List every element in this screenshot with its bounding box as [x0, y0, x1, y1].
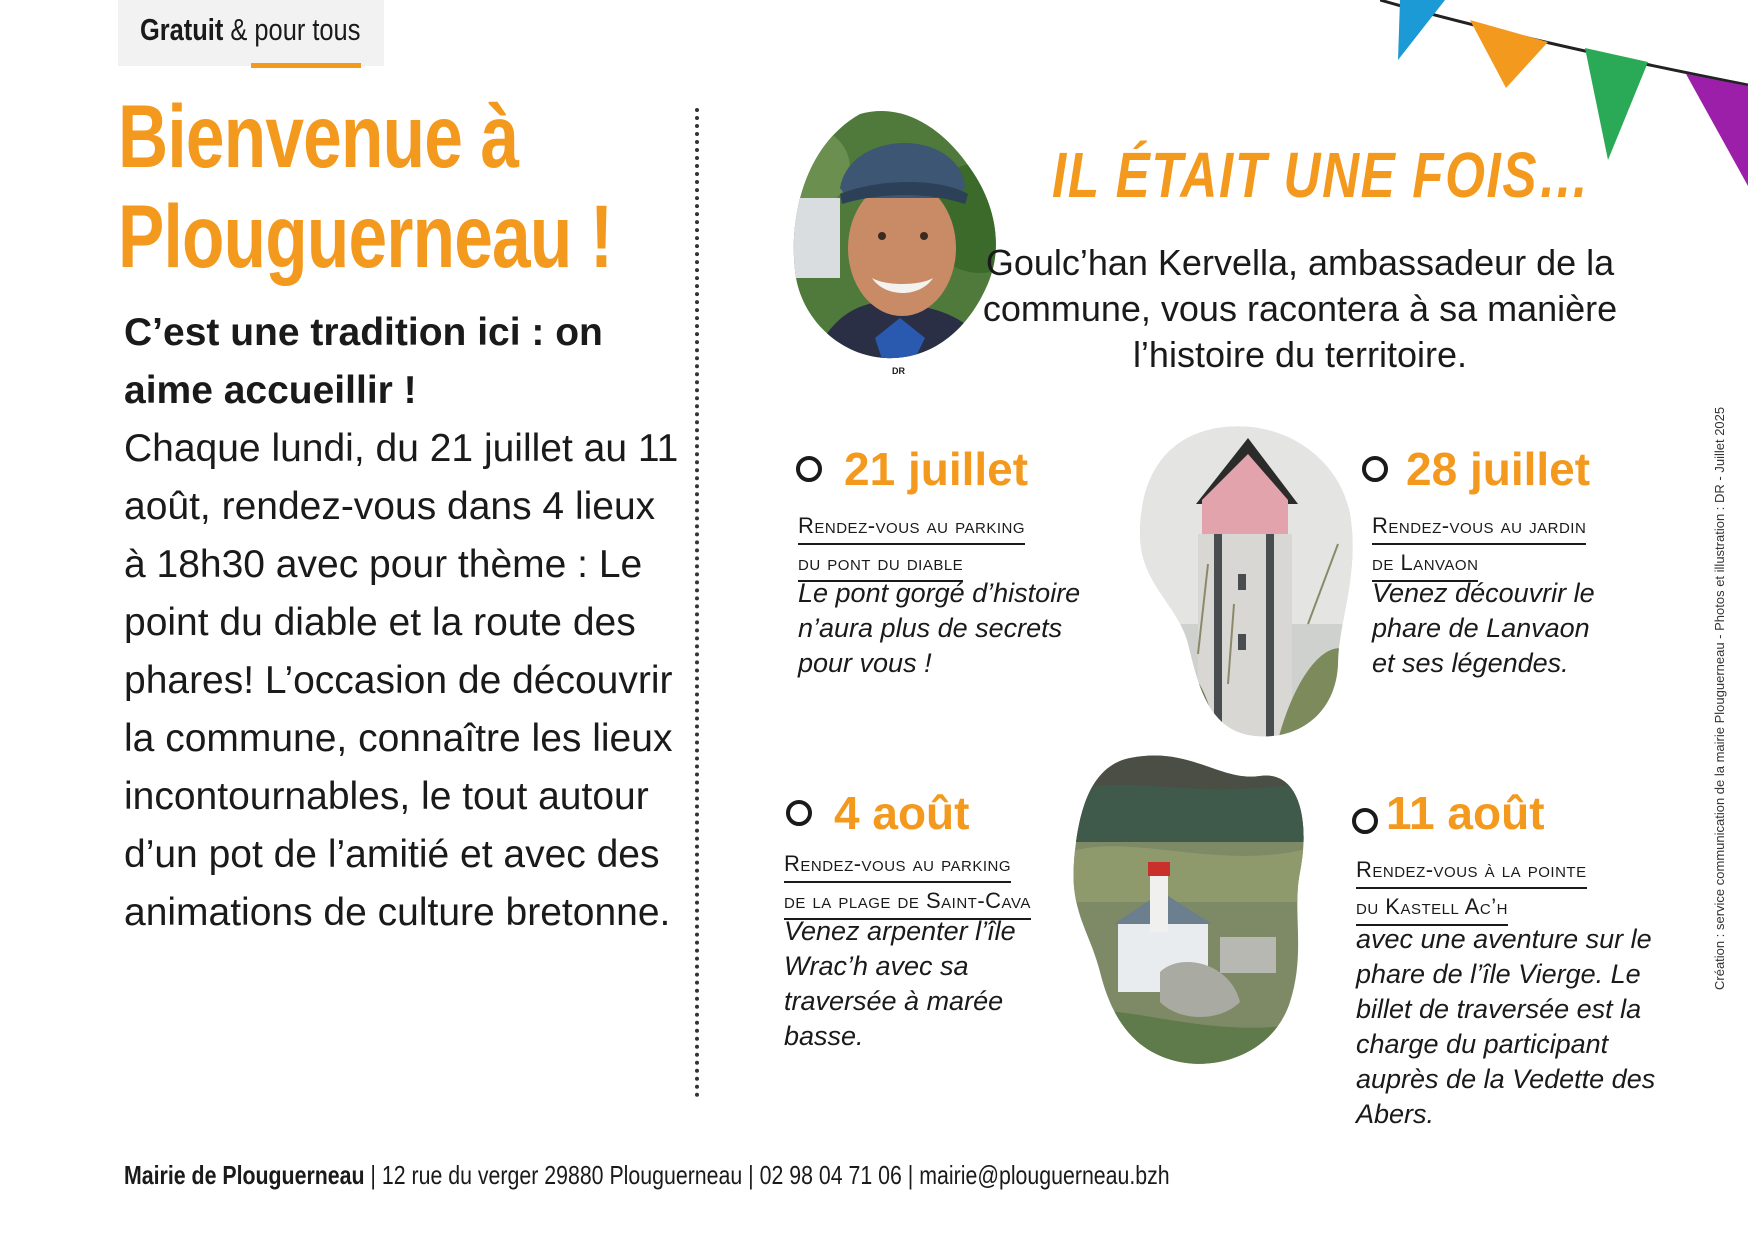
footer-org: Mairie de Plouguerneau [124, 1160, 365, 1190]
page-title [118, 86, 612, 286]
bunting-flag-orange [1470, 20, 1548, 88]
free-tag-bold: Gratuit [140, 12, 224, 47]
event-3-venue-line-2: de la plage de Saint-Cava [784, 883, 1031, 920]
intro-paragraph [124, 304, 684, 942]
event-3-description: Venez arpenter l’île Wrac’h avec sa traversée à marée basse. [784, 916, 1016, 1051]
tag-underline [251, 63, 361, 68]
event-4-bullet [1352, 808, 1378, 834]
event-4-venue-line-2: du Kastell Ac’h [1356, 889, 1508, 926]
free-tag-rest: & pour tous [230, 12, 361, 47]
event-3-bullet [786, 800, 812, 826]
event-2-description: Venez découvrir le phare de Lanvaon et ses légendes. [1372, 578, 1595, 678]
event-3-venue [784, 846, 1064, 920]
title-line-2: Plouguerneau ! [118, 186, 613, 286]
event-4-venue [1356, 852, 1636, 926]
footer-contact [124, 1160, 1170, 1191]
portrait-credit: DR [892, 366, 905, 376]
dotted-divider [695, 108, 699, 1098]
photo-credit: Création : service communication de la mairie Plouguerneau - Photos et illustration : DR - Juillet 2025 [1712, 406, 1727, 990]
event-1-venue-line-1: Rendez-vous au parking [798, 508, 1025, 545]
event-1-bullet [796, 456, 822, 482]
event-2-date: 28 juillet [1406, 443, 1591, 495]
bunting-flag-blue [1398, 0, 1445, 60]
event-2-venue-line-2: de Lanvaon [1372, 545, 1478, 582]
free-tag [140, 12, 360, 48]
ambassador-portrait [790, 108, 1010, 368]
story-heading: IL ÉTAIT UNE FOIS… [1052, 139, 1591, 211]
event-3-date: 4 août [834, 787, 970, 839]
bunting-flag-purple [1686, 74, 1748, 186]
event-4-date: 11 août [1386, 787, 1545, 839]
lanvaon-lighthouse-photo [1138, 424, 1360, 740]
event-1-description: Le pont gorgé d’histoire n’aura plus de secrets pour vous ! [798, 578, 1081, 678]
event-4-venue-line-1: Rendez-vous à la pointe [1356, 852, 1587, 889]
event-1-date: 21 juillet [844, 443, 1029, 495]
event-2-bullet [1362, 456, 1388, 482]
story-text: Goulc’han Kervella, ambassadeur de la commune, vous racontera à sa manière l’histoire du territoire. [982, 242, 1618, 375]
event-2-venue-line-1: Rendez-vous au jardin [1372, 508, 1586, 545]
intro-body: Chaque lundi, du 21 juillet au 11 août, rendez-vous dans 4 lieux à 18h30 avec pour thème : Le point du diable et la route des phares! L’occasion de découvrir la commune, connaître les lieux incontournables, le tout autour d’un pot de l’amitié et avec des animations de culture bretonne. [124, 427, 679, 934]
event-1-venue-line-2: du pont du diable [798, 545, 963, 582]
event-4-description: avec une aventure sur le phare de l’île Vierge. Le billet de traversée est la charge du participant auprès de la Vedette des Abers. [1356, 924, 1656, 1129]
event-1-venue [798, 508, 1078, 582]
event-3-venue-line-1: Rendez-vous au parking [784, 846, 1011, 883]
intro-lead: C’est une tradition ici : on aime accueillir ! [124, 311, 603, 412]
footer-details: | 12 rue du verger 29880 Plouguerneau | 02 98 04 71 06 | mairie@plouguerneau.bzh [364, 1160, 1170, 1190]
event-2-venue [1372, 508, 1652, 582]
bunting-string [1380, 0, 1748, 85]
title-line-1: Bienvenue à [118, 86, 519, 186]
ile-wrach-photo [1070, 752, 1310, 1066]
bunting-flag-green [1585, 48, 1648, 160]
